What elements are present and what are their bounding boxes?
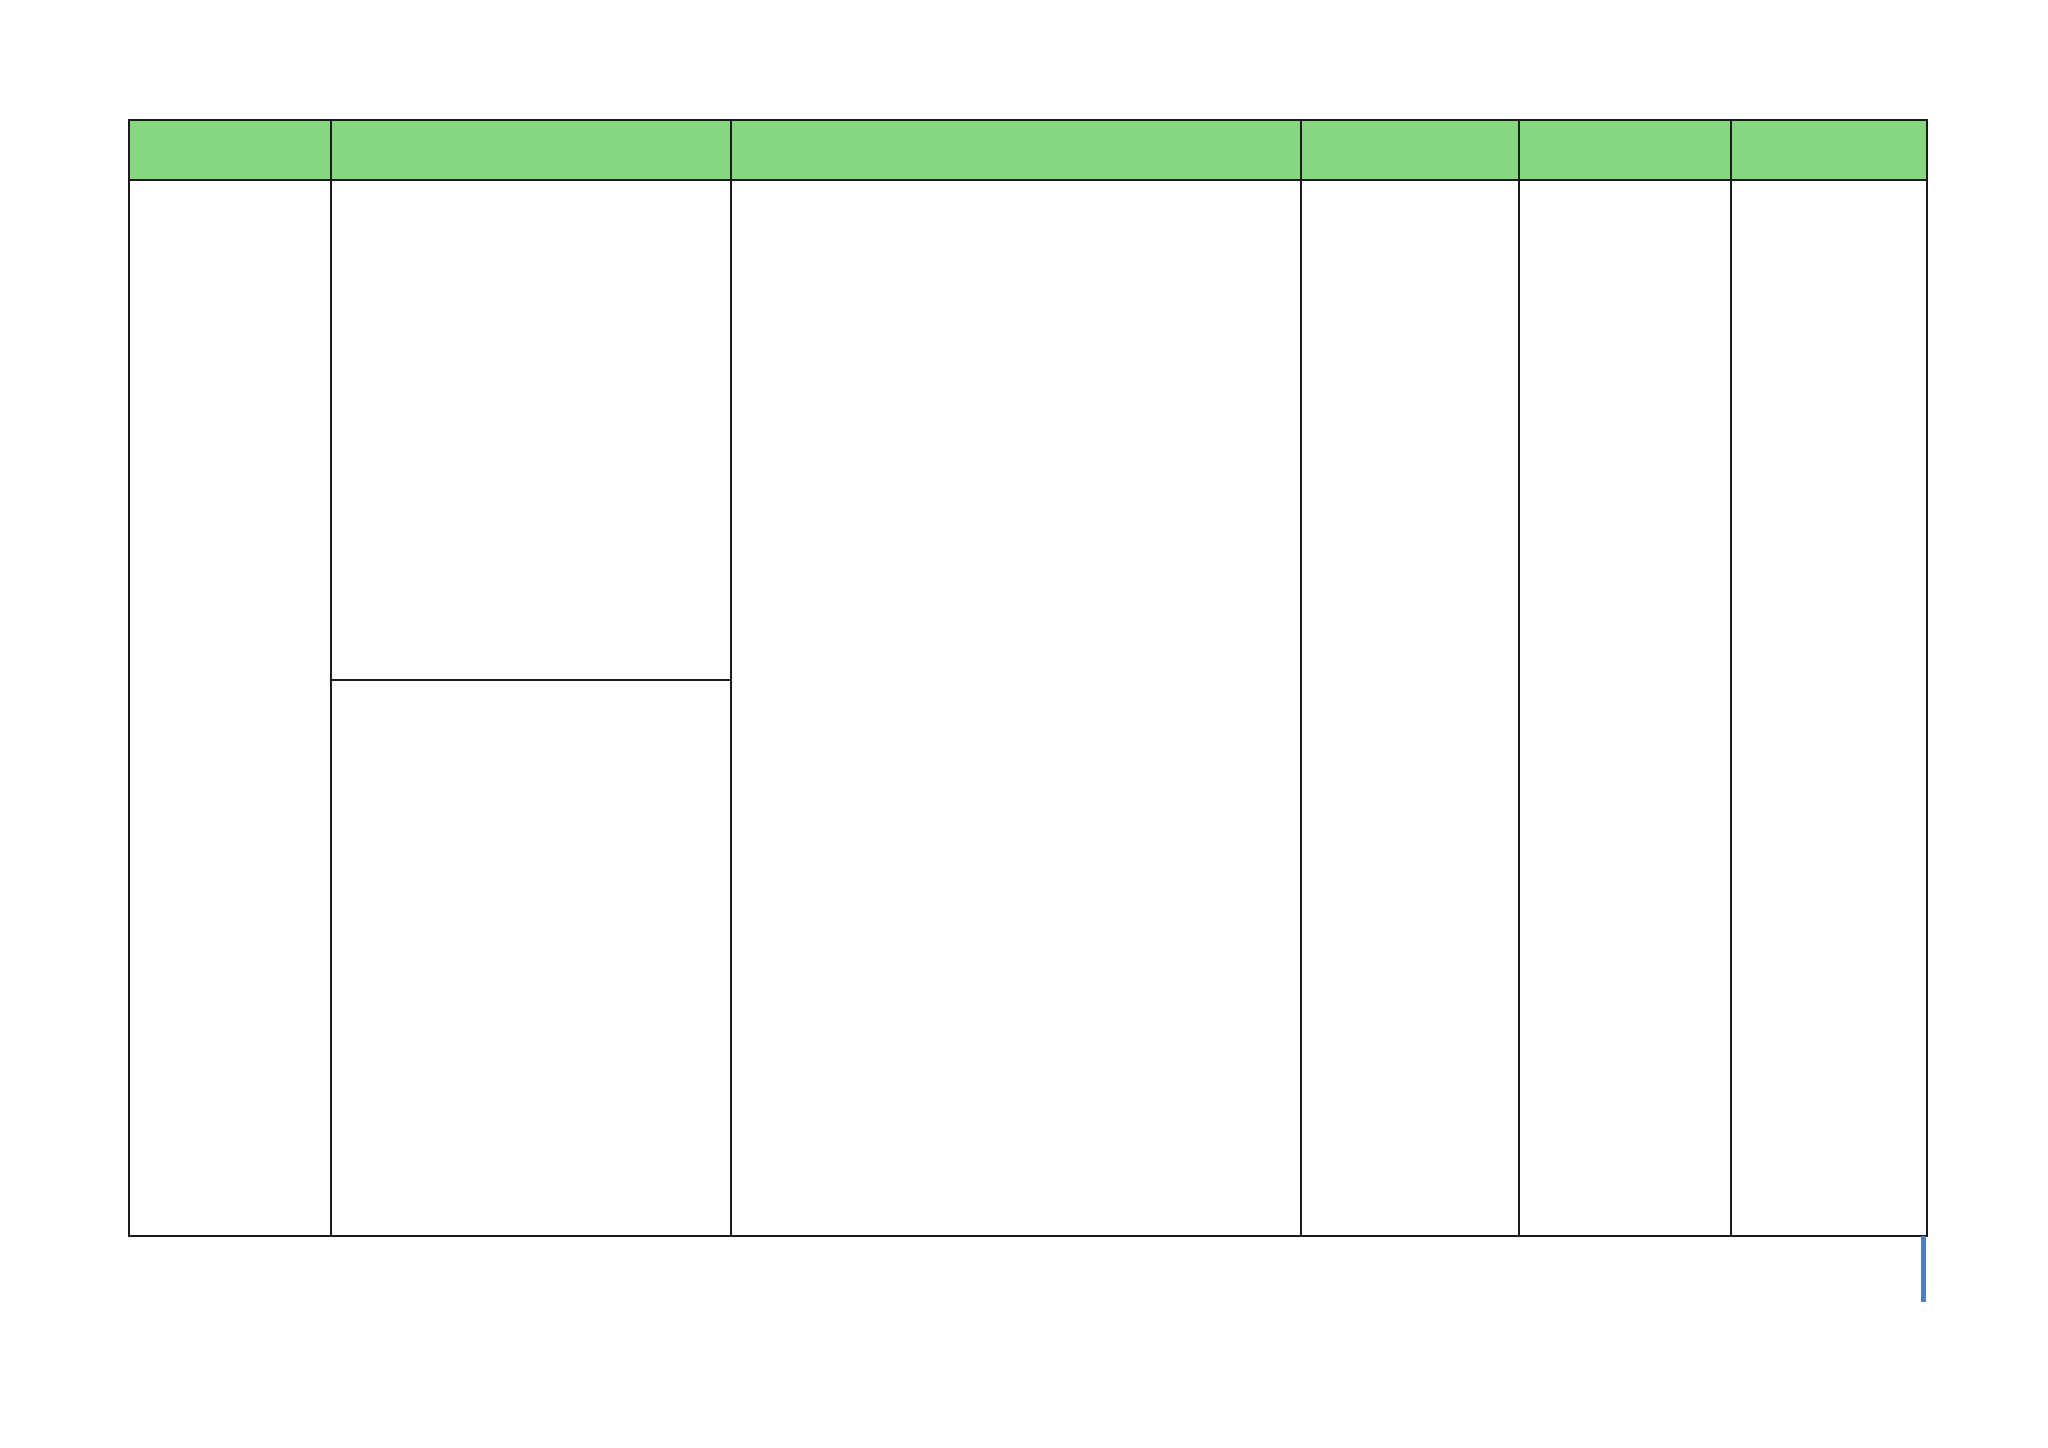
- kompetensi-top: [332, 181, 730, 681]
- header-kegiatan: [731, 120, 1301, 180]
- materi-cell: [129, 180, 331, 1236]
- header-alokasi: [1519, 120, 1731, 180]
- footer-divider: [1921, 1236, 1926, 1302]
- syllabus-table: [128, 119, 1928, 1237]
- sumber-cell: [1731, 180, 1927, 1236]
- header-kompetensi: [331, 120, 731, 180]
- kegiatan-cell: [731, 180, 1301, 1236]
- header-row: [129, 120, 1927, 180]
- header-materi: [129, 120, 331, 180]
- penilaian-cell: [1301, 180, 1519, 1236]
- table-row: [129, 180, 1927, 1236]
- kompetensi-bottom: [332, 681, 730, 687]
- header-sumber: [1731, 120, 1927, 180]
- alokasi-cell: [1519, 180, 1731, 1236]
- kompetensi-cell: [331, 180, 731, 1236]
- header-penilaian: [1301, 120, 1519, 180]
